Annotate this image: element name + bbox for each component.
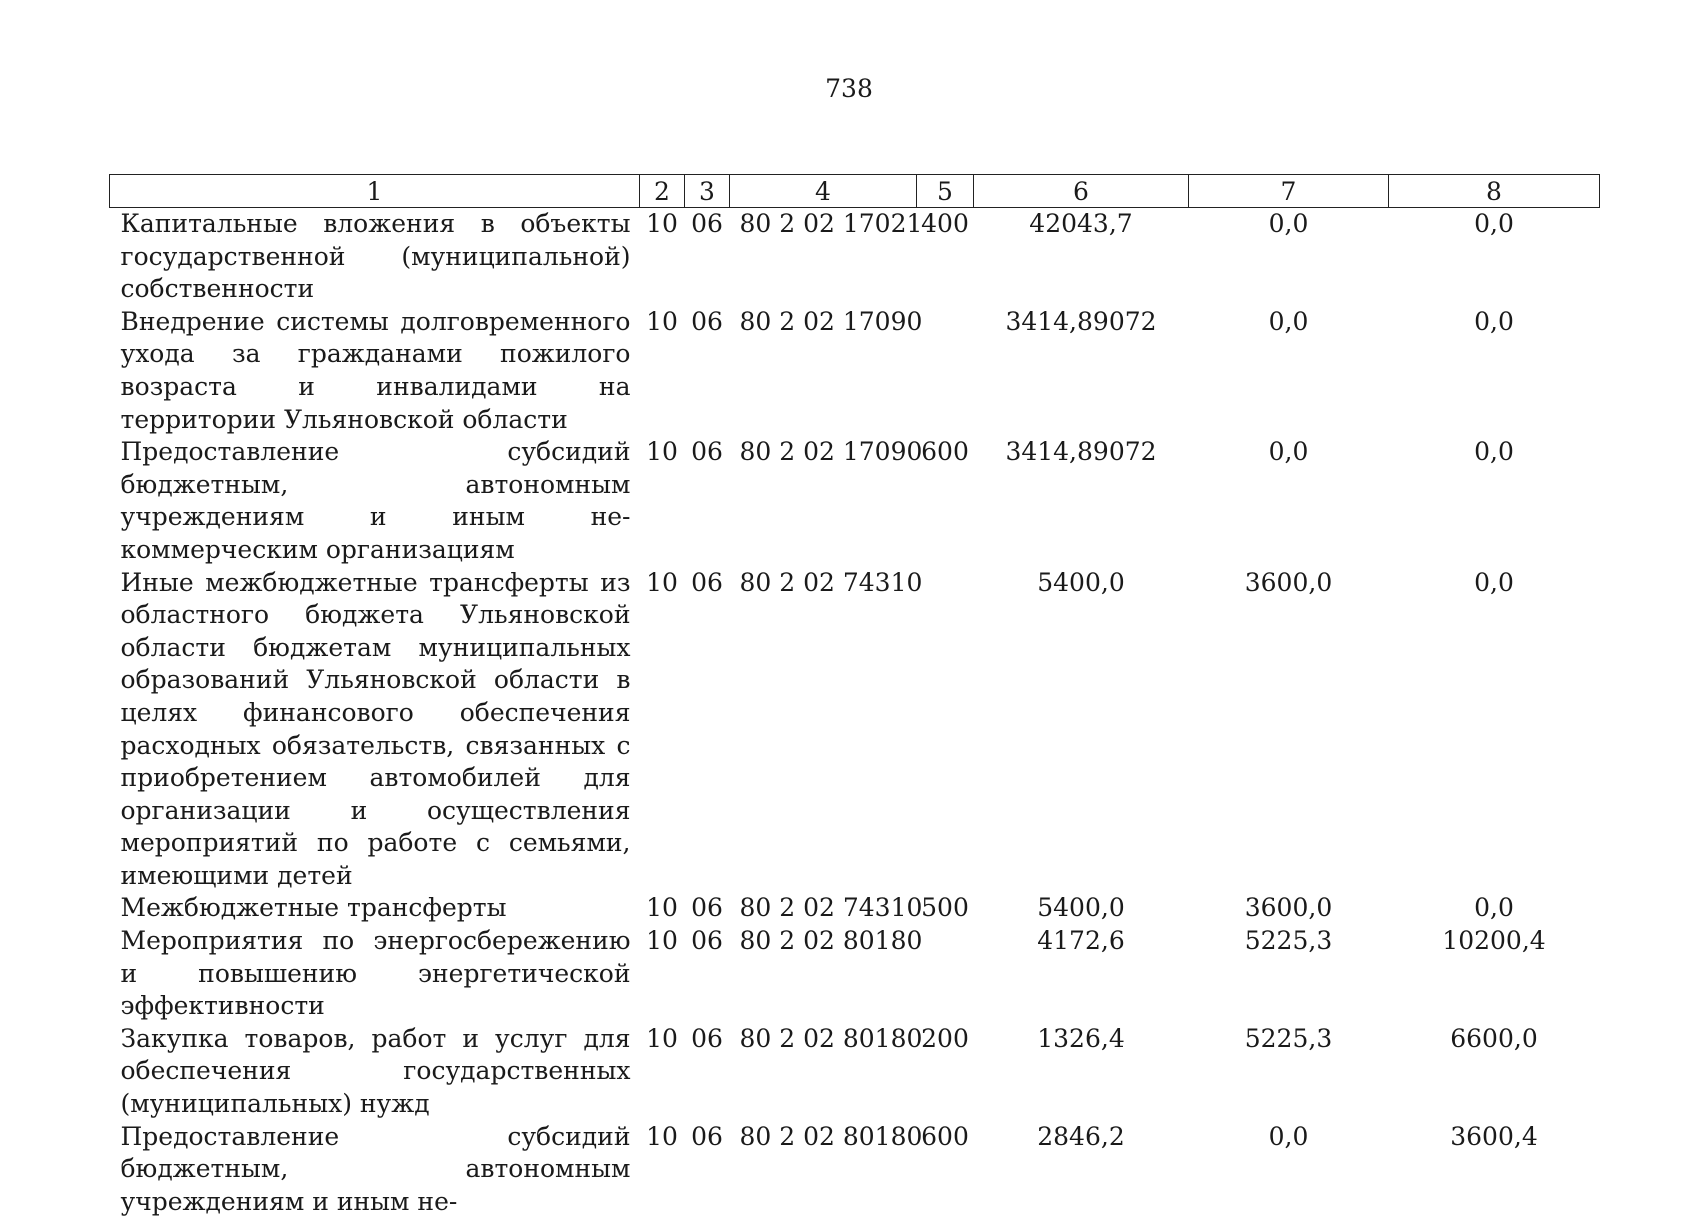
amount-col-6: 1326,4	[1037, 1023, 1125, 1053]
table-row	[110, 208, 1600, 306]
amount-col-7: 5225,3	[1244, 926, 1333, 956]
target-article-code: 80 2 02 80180	[739, 1121, 923, 1151]
column-header: 5	[917, 175, 974, 208]
amount-col-6: 5400,0	[1037, 893, 1125, 923]
subsection-code: 06	[691, 306, 723, 336]
target-article-code: 80 2 02 80180	[739, 1023, 923, 1053]
expense-type-code	[917, 925, 974, 1023]
expense-type-code: 500	[921, 893, 969, 923]
amount-col-8: 0,0	[1474, 306, 1514, 336]
amount-col-7: 3600,0	[1244, 893, 1333, 923]
expense-type-code: 600	[921, 437, 969, 467]
column-header: 6	[974, 175, 1189, 208]
expense-name: Предоставление субсидий бюджетным, автономным учреждениям и иным не-	[120, 1121, 631, 1216]
subsection-code: 06	[691, 926, 723, 956]
table-row	[110, 436, 1600, 566]
amount-col-6: 3414,89072	[1005, 437, 1157, 467]
amount-col-7: 0,0	[1268, 209, 1309, 238]
expense-type-code: 200	[921, 1023, 969, 1053]
column-header: 8	[1389, 175, 1600, 208]
subsection-code: 06	[691, 209, 723, 238]
target-article-code: 80 2 02 74310	[739, 567, 923, 597]
subsection-code: 06	[691, 437, 723, 467]
amount-col-8: 0,0	[1474, 209, 1514, 238]
section-code: 10	[646, 209, 678, 238]
amount-col-7: 5225,3	[1244, 1023, 1333, 1053]
table-row	[110, 306, 1600, 436]
expense-type-code: 600	[921, 1121, 969, 1151]
amount-col-8: 3600,4	[1450, 1121, 1538, 1151]
column-number-header	[110, 175, 1600, 208]
target-article-code: 80 2 02 17090	[739, 306, 923, 336]
table-row	[110, 567, 1600, 893]
section-code: 10	[646, 567, 678, 597]
amount-col-7: 0,0	[1268, 1121, 1309, 1151]
subsection-code: 06	[691, 893, 723, 923]
table-row	[110, 1121, 1600, 1218]
column-header: 4	[730, 175, 917, 208]
column-header: 3	[685, 175, 730, 208]
section-code: 10	[646, 893, 678, 923]
column-header: 7	[1189, 175, 1389, 208]
expense-name: Капитальные вложения в объекты государственной (муниципальной) собственности	[120, 209, 631, 304]
amount-col-8: 0,0	[1474, 893, 1514, 923]
amount-col-8: 0,0	[1474, 567, 1514, 597]
amount-col-8: 6600,0	[1450, 1023, 1538, 1053]
amount-col-6: 5400,0	[1037, 567, 1125, 597]
expense-type-code	[917, 306, 974, 436]
subsection-code: 06	[691, 567, 723, 597]
amount-col-6: 4172,6	[1037, 926, 1125, 956]
expense-name: Мероприятия по энергосбережению и повышению энергетической эффективности	[120, 926, 631, 1021]
expense-type-code	[917, 567, 974, 893]
amount-col-7: 0,0	[1268, 437, 1309, 467]
amount-col-7: 0,0	[1268, 306, 1309, 336]
table-row	[110, 925, 1600, 1023]
target-article-code: 80 2 02 17021	[739, 209, 923, 238]
amount-col-6: 3414,89072	[1005, 306, 1157, 336]
amount-col-8: 0,0	[1474, 437, 1514, 467]
section-code: 10	[646, 437, 678, 467]
expense-name: Предоставление субсидий бюджетным, автономным учреждениям и иным некоммерческим организациям	[120, 437, 631, 564]
expense-name: Закупка товаров, работ и услуг для обеспечения государственных (муниципальных) нужд	[120, 1023, 631, 1119]
expense-name: Межбюджетные трансферты	[120, 893, 507, 923]
amount-col-7: 3600,0	[1244, 567, 1333, 597]
amount-col-6: 2846,2	[1037, 1121, 1125, 1151]
table-row	[110, 892, 1600, 925]
column-header: 1	[110, 175, 640, 208]
section-code: 10	[646, 926, 678, 956]
expense-name: Внедрение системы долговременного ухода за гражданами пожилого возраста и инвалидами на территории Ульяновской области	[120, 306, 631, 434]
table-row	[110, 1023, 1600, 1121]
target-article-code: 80 2 02 17090	[739, 437, 923, 467]
column-header: 2	[640, 175, 685, 208]
expense-type-code: 400	[921, 209, 969, 238]
target-article-code: 80 2 02 74310	[739, 893, 923, 923]
amount-col-8: 10200,4	[1442, 926, 1546, 956]
target-article-code: 80 2 02 80180	[739, 926, 923, 956]
budget-table	[109, 174, 1600, 1218]
page-number: 738	[825, 74, 873, 103]
section-code: 10	[646, 1121, 678, 1151]
amount-col-6: 42043,7	[1029, 209, 1133, 238]
subsection-code: 06	[691, 1023, 723, 1053]
section-code: 10	[646, 306, 678, 336]
section-code: 10	[646, 1023, 678, 1053]
expense-name: Иные межбюджетные трансферты из областного бюджета Ульяновской области бюджетам муниципальных образований Ульяновской области в целях финансового обеспечения расходных обязательств, связанных с приобретением автомобилей для организации и осуществления мероприятий по работе с семьями, имеющими детей	[120, 567, 631, 890]
subsection-code: 06	[691, 1121, 723, 1151]
